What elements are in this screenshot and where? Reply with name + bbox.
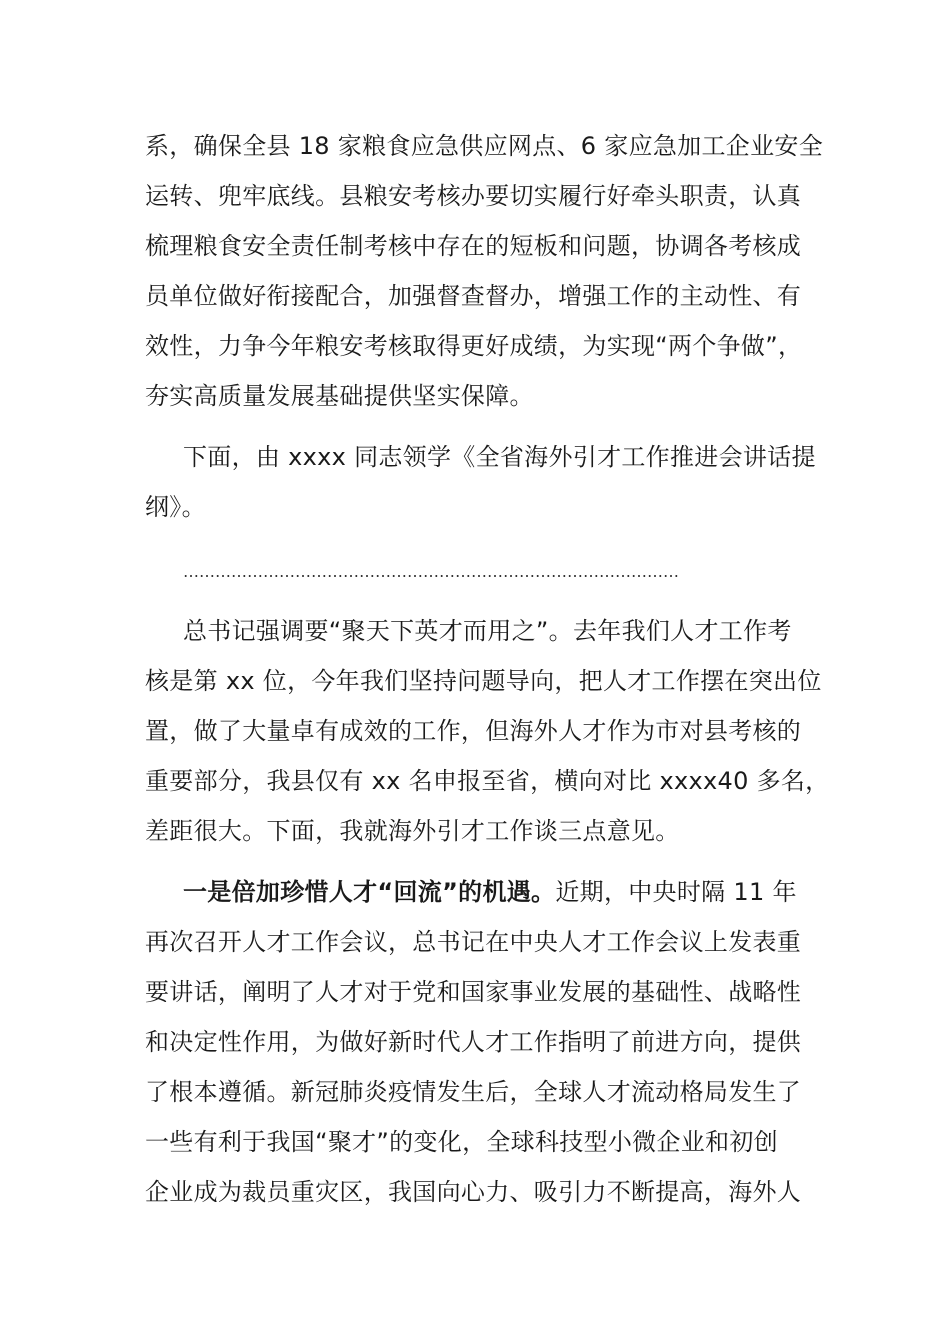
paragraph-4-line-3: 要讲话，阐明了人才对于党和国家事业发展的基础性、战略性 xyxy=(145,978,802,1006)
paragraph-2-line-1: 下面，由 xxxx 同志领学《全省海外引才工作推进会讲话提 xyxy=(183,443,816,471)
paragraph-4-bold-lead: 一是倍加珍惜人才“回流”的机遇。 xyxy=(183,878,556,906)
paragraph-1-line-2: 运转、兜牢底线。县粮安考核办要切实履行好牵头职责，认真 xyxy=(145,182,802,210)
paragraph-1-line-4: 员单位做好衔接配合，加强督查督办，增强工作的主动性、有 xyxy=(145,282,802,310)
dotted-separator: ………………………………………………………………………………… xyxy=(183,562,679,581)
paragraph-2-line-2: 纲》。 xyxy=(145,493,206,521)
paragraph-4-line-5: 了根本遵循。新冠肺炎疫情发生后，全球人才流动格局发生了 xyxy=(145,1078,802,1106)
paragraph-3-line-1: 总书记强调要“聚天下英才而用之”。去年我们人才工作考 xyxy=(183,617,792,645)
paragraph-4-line-1 xyxy=(183,877,797,907)
paragraph-3-line-3: 置，做了大量卓有成效的工作，但海外人才作为市对县考核的 xyxy=(145,717,802,745)
paragraph-4-line-7: 企业成为裁员重灾区，我国向心力、吸引力不断提高，海外人 xyxy=(145,1178,802,1206)
paragraph-3-line-2: 核是第 xx 位，今年我们坚持问题导向，把人才工作摆在突出位 xyxy=(145,667,822,695)
paragraph-1-line-3: 梳理粮食安全责任制考核中存在的短板和问题，协调各考核成 xyxy=(145,232,802,260)
paragraph-3-line-5: 差距很大。下面，我就海外引才工作谈三点意见。 xyxy=(145,817,680,845)
paragraph-4-line-2: 再次召开人才工作会议，总书记在中央人才工作会议上发表重 xyxy=(145,928,802,956)
paragraph-4-line-4: 和决定性作用，为做好新时代人才工作指明了前进方向，提供 xyxy=(145,1028,802,1056)
paragraph-1-line-5: 效性，力争今年粮安考核取得更好成绩，为实现“两个争做”， xyxy=(145,332,803,360)
paragraph-4-line-1-rest: 近期，中央时隔 11 年 xyxy=(555,878,797,906)
paragraph-4-line-6: 一些有利于我国“聚才”的变化，全球科技型小微企业和初创 xyxy=(145,1128,778,1156)
paragraph-3-line-4: 重要部分，我县仅有 xx 名申报至省，横向对比 xxxx40 多名， xyxy=(145,767,830,795)
paragraph-1-line-6: 夯实高质量发展基础提供坚实保障。 xyxy=(145,382,534,410)
paragraph-1-line-1: 系，确保全县 18 家粮食应急供应网点、6 家应急加工企业安全 xyxy=(145,132,823,160)
